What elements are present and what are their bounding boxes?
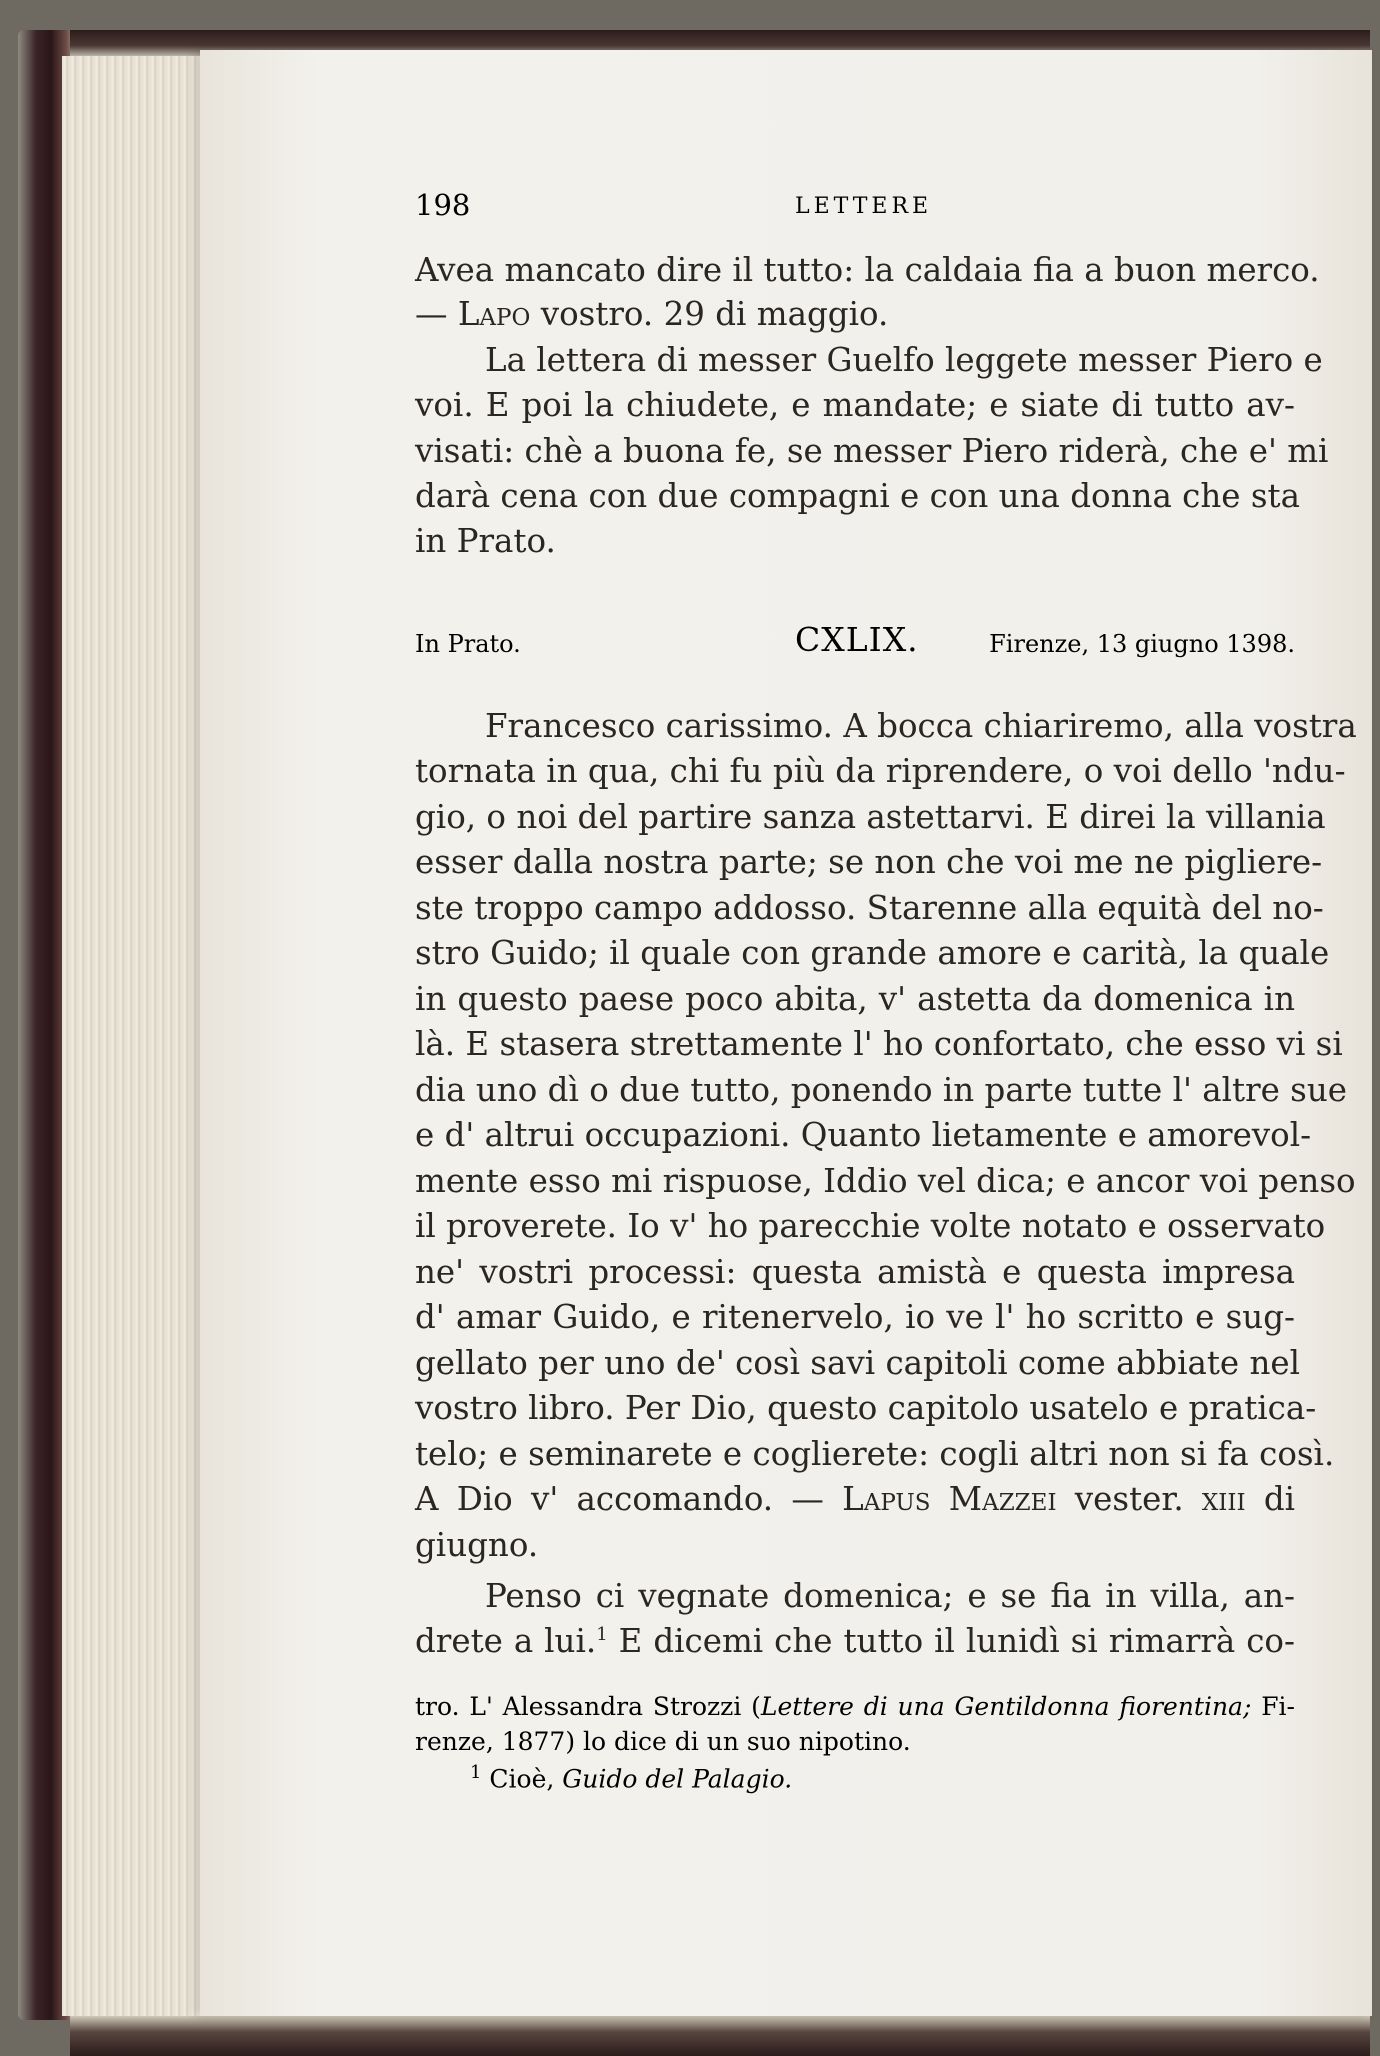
text-line: in questo paese poco abita, v' astetta da domenica in [415, 980, 1295, 1018]
signature-name: Lapus Mazzei [842, 1480, 1057, 1518]
text-line: il proverete. Io v' ho parecchie volte notato e osservato [415, 1207, 1326, 1245]
footnote-title: Lettere di una Gentildonna fiorentina; [760, 1692, 1252, 1721]
text-line: ne' vostri processi: questa amistà e questa impresa [415, 1253, 1295, 1291]
text-line: e d' altrui occupazioni. Quanto lietamente e amorevol- [415, 1116, 1312, 1154]
footnote-marker: 1 [596, 1624, 608, 1646]
text-line: voi. E poi la chiudete, e mandate; e siate di tutto av- [415, 386, 1295, 424]
text-line: in Prato. [415, 522, 556, 560]
text-line: La lettera di messer Guelfo leggete messer Piero e [485, 341, 1323, 379]
text-line: drete a lui.$^1$ E dicemi che tutto il lunidì si rimarrà co- [415, 1622, 1295, 1660]
text-line: vostro libro. Per Dio, questo capitolo usatelo e pratica- [415, 1389, 1317, 1427]
footnote-marker: 1 [470, 1762, 482, 1783]
footnote-1: $^1$ Cioè, Guido del Palagio. [470, 1762, 793, 1794]
text-line: A Dio v' accomando. — Lapus Mazzei vester. xiii di [415, 1480, 1296, 1518]
text-line: d' amar Guido, e ritenervelo, io ve l' ho scritto e sug- [415, 1298, 1295, 1336]
text-line: giugno. [415, 1526, 539, 1564]
book-cover-bottom [70, 2016, 1370, 2056]
text-line: stro Guido; il quale con grande amore e carità, la quale [415, 934, 1330, 972]
running-title: LETTERE [795, 194, 933, 219]
text-line: — Lapo vostro. 29 di maggio. [415, 295, 889, 333]
text-line: gio, o noi del partire sanza astettarvi. E direi la villania [415, 798, 1326, 836]
text-line: ste troppo campo addosso. Starenne alla equità del no- [415, 889, 1324, 927]
text-line: Francesco carissimo. A bocca chiariremo, alla vostra [485, 707, 1357, 745]
page-header [415, 188, 1295, 228]
letter-place-date: Firenze, 13 giugno 1398. [989, 630, 1295, 658]
letter-heading [415, 620, 1295, 660]
text-line: darà cena con due compagni e con una donna che sta [415, 477, 1300, 515]
footnote-line: renze, 1877) lo dice di un suo nipotino. [415, 1727, 911, 1756]
footnote-name: Guido del Palagio. [562, 1764, 793, 1794]
letter-number: CXLIX. [795, 620, 919, 659]
text-line: visati: chè a buona fe, se messer Piero riderà, che e' mi [415, 432, 1329, 470]
text-line: mente esso mi rispuose, Iddio vel dica; e ancor voi penso [415, 1162, 1356, 1200]
text-line: telo; e seminarete e coglierete: cogli altri non si fa così. [415, 1435, 1335, 1473]
text-line: là. E stasera strettamente l' ho confortato, che esso vi si [415, 1025, 1343, 1063]
page-number: 198 [415, 188, 471, 222]
footnote-line: tro. L' Alessandra Strozzi (Lettere di una Gentildonna fiorentina; Fi- [415, 1692, 1295, 1721]
date-numeral: xiii [1201, 1480, 1246, 1518]
text-line: gellato per uno de' così savi capitoli come abbiate nel [415, 1344, 1301, 1382]
text-line: Avea mancato dire il tutto: la caldaia fia a buon merco. [415, 251, 1320, 289]
text-line: dia uno dì o due tutto, ponendo in parte tutte l' altre sue [415, 1071, 1348, 1109]
text-line: esser dalla nostra parte; se non che voi me ne pigliere- [415, 843, 1323, 881]
page-edges [62, 56, 212, 2016]
text-line: tornata in qua, chi fu più da riprendere, o voi dello 'ndu- [415, 752, 1346, 790]
signature-name: Lapo [457, 295, 531, 333]
letter-destination: In Prato. [415, 630, 521, 658]
text-line: Penso ci vegnate domenica; e se fia in villa, an- [485, 1577, 1295, 1615]
